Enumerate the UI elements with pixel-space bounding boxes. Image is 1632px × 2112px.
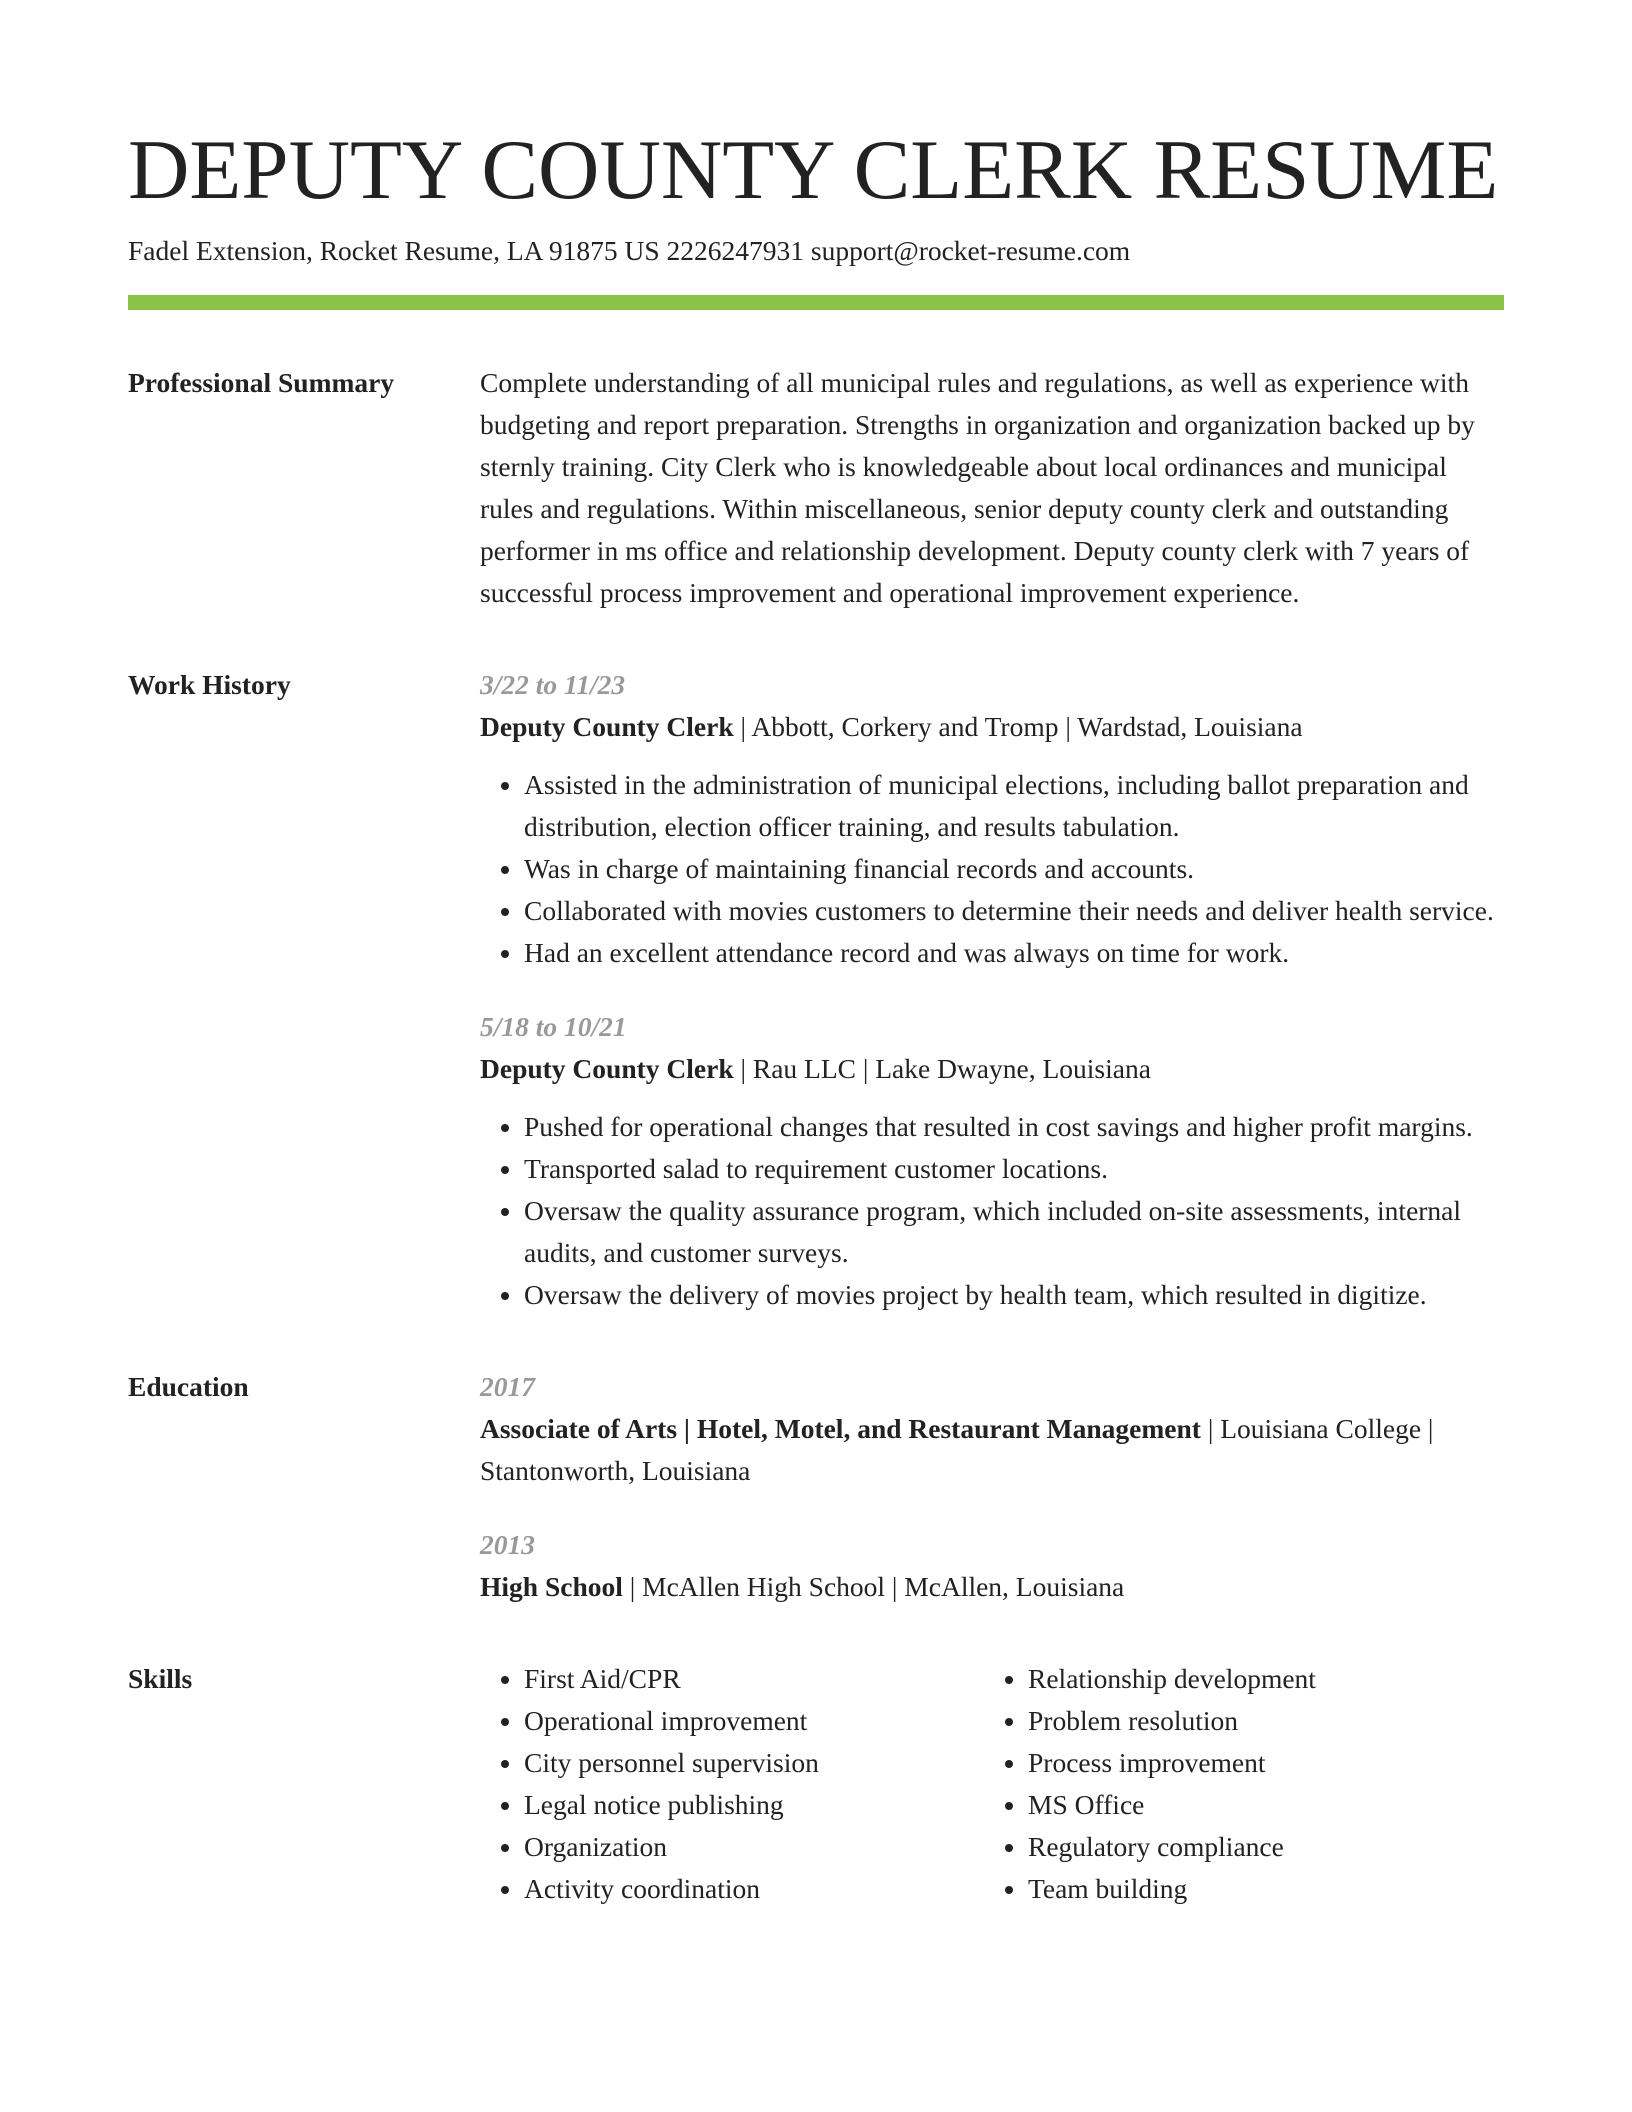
skill-item: • First Aid/CPR xyxy=(524,1658,984,1700)
education-date: 2013 xyxy=(480,1529,535,1560)
summary-section xyxy=(128,362,1504,614)
job-date: 3/22 to 11/23 xyxy=(480,669,626,700)
section-label-summary: Professional Summary xyxy=(128,367,395,398)
job-heading xyxy=(480,706,1504,748)
job-bullet: • Transported salad to requirement customer locations. xyxy=(524,1148,1504,1190)
education-degree: Associate of Arts | Hotel, Motel, and Restaurant Management xyxy=(480,1413,1201,1444)
work-history-section xyxy=(128,664,1504,1316)
summary-text: Complete understanding of all municipal rules and regulations, as well as experience with budgeting and report preparation. Strengths in organization and organization backed up by sternly training. City Clerk who is knowledgeable about local ordinances and municipal rules and regulations. Within miscellaneous, senior deputy county clerk and outstanding performer in ms office and relationship development. Deputy county clerk with 7 years of successful process improvement and operational improvement experience. xyxy=(480,367,1475,608)
job-bullet-list xyxy=(480,1106,1504,1316)
job-bullet: • Had an excellent attendance record and was always on time for work. xyxy=(524,932,1504,974)
job-title: Deputy County Clerk xyxy=(480,711,734,742)
job-bullet: • Was in charge of maintaining financial records and accounts. xyxy=(524,848,1504,890)
skill-item: • Problem resolution xyxy=(1028,1700,1488,1742)
education-degree: High School xyxy=(480,1571,623,1602)
job-title: Deputy County Clerk xyxy=(480,1053,734,1084)
job-heading xyxy=(480,1048,1504,1090)
accent-divider xyxy=(128,295,1504,310)
education-date: 2017 xyxy=(480,1371,535,1402)
summary-body xyxy=(480,362,1504,614)
job-date: 5/18 to 10/21 xyxy=(480,1011,627,1042)
job-bullet: • Assisted in the administration of municipal elections, including ballot preparation and distribution, election officer training, and results tabulation. xyxy=(524,764,1504,848)
skill-item: • Regulatory compliance xyxy=(1028,1826,1488,1868)
skill-item: • Process improvement xyxy=(1028,1742,1488,1784)
job-details: | Rau LLC | Lake Dwayne, Louisiana xyxy=(733,1053,1151,1084)
skills-body xyxy=(480,1658,1504,1910)
skill-item: • Team building xyxy=(1028,1868,1488,1910)
skills-list-left xyxy=(480,1658,984,1910)
education-heading xyxy=(480,1408,1504,1492)
job-entry xyxy=(480,664,1504,974)
job-details: | Abbott, Corkery and Tromp | Wardstad, Louisiana xyxy=(733,711,1303,742)
contact-info: Fadel Extension, Rocket Resume, LA 91875 US 2226247931 support@rocket-resume.com xyxy=(128,235,1131,266)
work-history-body xyxy=(480,664,1504,1316)
section-label-education: Education xyxy=(128,1371,249,1402)
job-entry xyxy=(480,1006,1504,1316)
job-bullet: • Oversaw the quality assurance program, which included on-site assessments, internal audits, and customer surveys. xyxy=(524,1190,1504,1274)
resume-page xyxy=(128,118,1504,1910)
education-details: | McAllen High School | McAllen, Louisiana xyxy=(622,1571,1125,1602)
resume-title: DEPUTY COUNTY CLERK RESUME xyxy=(128,123,1499,217)
education-entry xyxy=(480,1524,1504,1608)
skill-item: • City personnel supervision xyxy=(524,1742,984,1784)
skill-item: • Legal notice publishing xyxy=(524,1784,984,1826)
job-bullet: • Pushed for operational changes that resulted in cost savings and higher profit margins. xyxy=(524,1106,1504,1148)
skills-section xyxy=(128,1658,1504,1910)
skills-list-right xyxy=(984,1658,1488,1910)
education-entry xyxy=(480,1366,1504,1492)
section-label-skills: Skills xyxy=(128,1663,193,1694)
education-details: | Louisiana College | Stantonworth, Louisiana xyxy=(480,1413,1434,1486)
skill-item: • Activity coordination xyxy=(524,1868,984,1910)
skill-item: • Operational improvement xyxy=(524,1700,984,1742)
job-bullet: • Collaborated with movies customers to determine their needs and deliver health service. xyxy=(524,890,1504,932)
job-bullet-list xyxy=(480,764,1504,974)
education-heading xyxy=(480,1566,1504,1608)
skill-item: • MS Office xyxy=(1028,1784,1488,1826)
education-body xyxy=(480,1366,1504,1608)
job-bullet: • Oversaw the delivery of movies project by health team, which resulted in digitize. xyxy=(524,1274,1504,1316)
skill-item: • Organization xyxy=(524,1826,984,1868)
education-section xyxy=(128,1366,1504,1608)
section-label-work-history: Work History xyxy=(128,669,291,700)
skill-item: • Relationship development xyxy=(1028,1658,1488,1700)
